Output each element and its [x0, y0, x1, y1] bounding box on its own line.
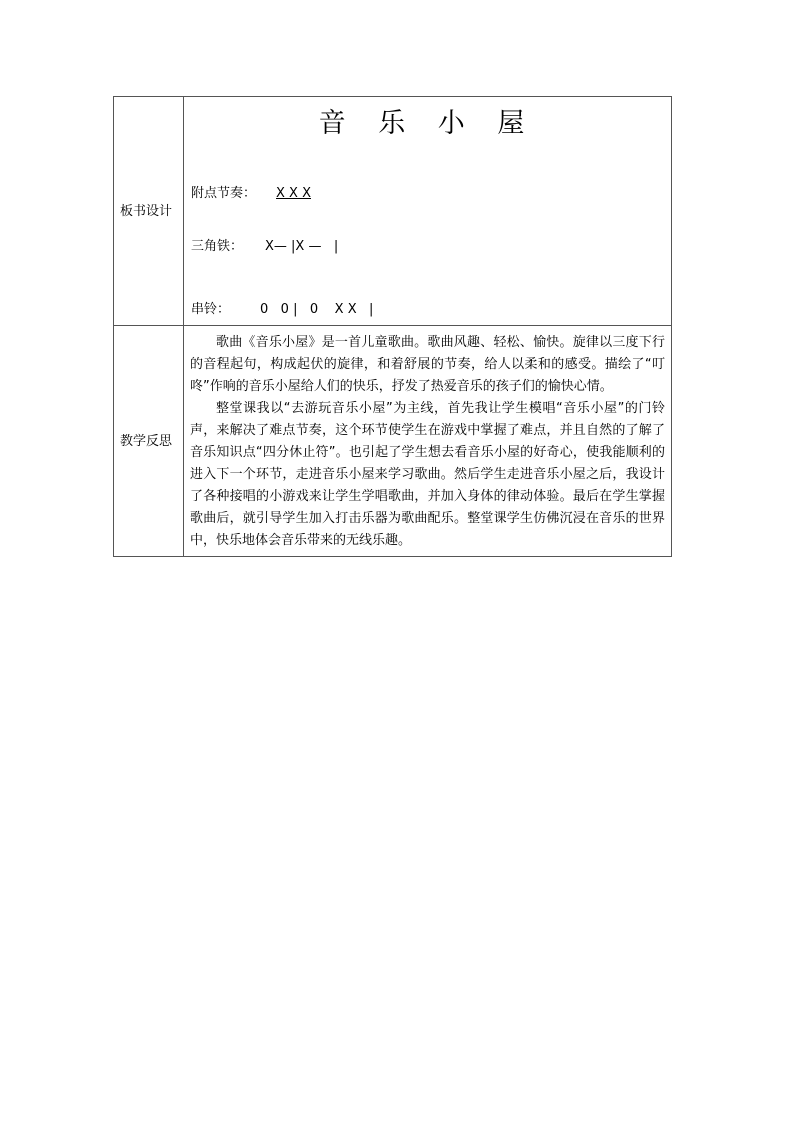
reflection-row: [114, 326, 672, 557]
board-design-label: 板书设计: [114, 97, 184, 326]
reflection-label: 教学反思: [114, 326, 184, 557]
triangle-label: 三角铁：: [191, 239, 244, 254]
dotted-rhythm-label: 附点节奏：: [191, 186, 257, 201]
board-title: 音 乐 小 屋: [318, 108, 537, 139]
reflection-paragraph-1: 歌曲《音乐小屋》是一首儿童歌曲。歌曲风趣、轻松、愉快。旋律以三度下行的音程起句，构成起伏的旋律，和着舒展的节奏，给人以柔和的感受。描绘了“叮咚”作响的音乐小屋给人们的快乐，抒发了热爱音乐的孩子们的愉快心情。: [190, 334, 665, 394]
bell-row: [191, 298, 373, 317]
reflection-cell: [184, 326, 672, 557]
reflection-text: [184, 331, 671, 552]
dotted-rhythm-row: [191, 182, 311, 201]
triangle-rhythm: X— |X — |: [265, 239, 339, 254]
triangle-row: [191, 235, 338, 254]
board-design-row: [114, 97, 672, 326]
dotted-rhythm-value: X X X: [276, 186, 311, 201]
bell-rhythm: 0 0 | 0 X X |: [260, 302, 374, 317]
dotted-rhythm-notation: [276, 186, 311, 201]
lesson-table: [113, 96, 672, 557]
board-design-cell: [184, 97, 672, 326]
bell-label: 串铃：: [191, 302, 231, 317]
reflection-paragraph-2: 整堂课我以“去游玩音乐小屋”为主线，首先我让学生模唱“音乐小屋”的门铃声，来解决了难点节奏，这个环节使学生在游戏中掌握了难点，并且自然的了解了音乐知识点“四分休止符”。也引起了学生想去看音乐小屋的好奇心，使我能顺利的进入下一个环节，走进音乐小屋来学习歌曲。然后学生走进音乐小屋之后，我设计了各种接唱的小游戏来让学生学唱歌曲，并加入身体的律动体验。最后在学生掌握歌曲后，就引导学生加入打击乐器为歌曲配乐。整堂课学生仿佛沉浸在音乐的世界中，快乐地体会音乐带来的无线乐趣。: [190, 400, 665, 548]
